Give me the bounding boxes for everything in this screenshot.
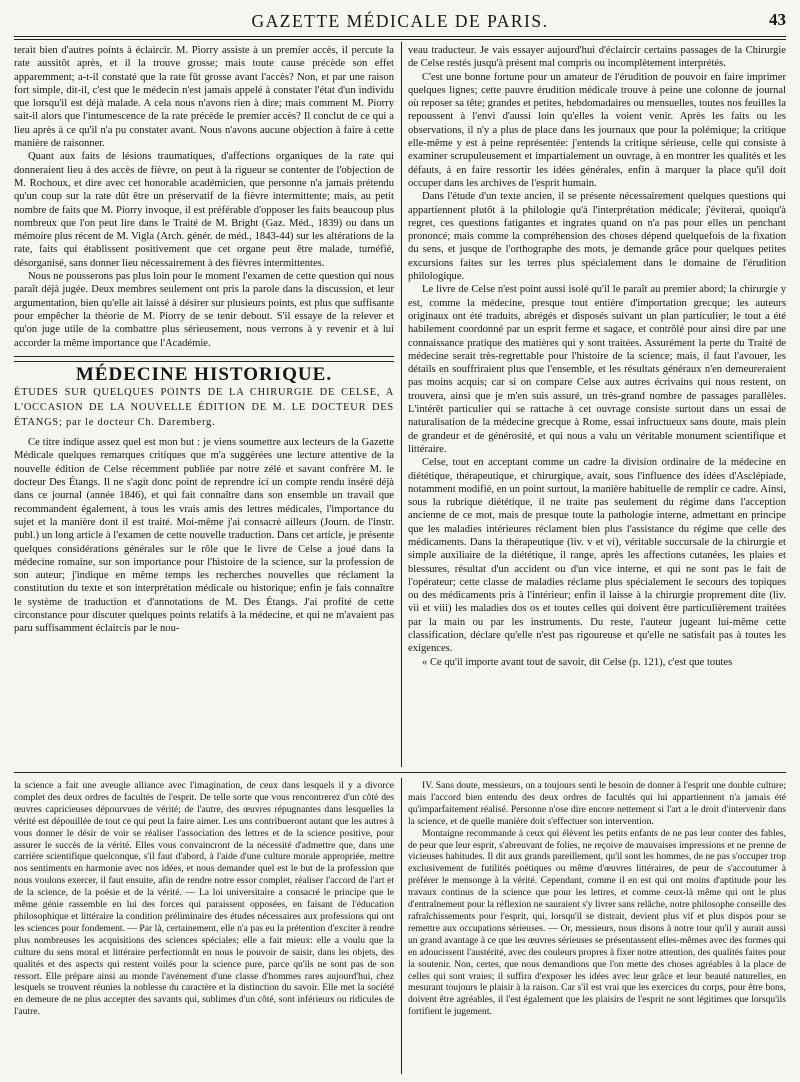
page-header [0,8,800,34]
top-left-column [14,44,394,772]
journal-title: GAZETTE MÉDICALE DE PARIS. [251,11,549,31]
paragraph: la science a fait une aveugle alliance avec l'imagination, de ceux dans lesquels il y a divorce complet des deux ordres de facultés de l'esprit. De telle sorte que vous rencontrerez d'un côté des œuvres capricieuses dépourvues de vérité; de l'autre, des œuvres répugnantes dans lesquelles la vérité est dépouillée de tout ce qui peut la faire aimer. Les uns contribueront autant que les autres à vous donner le désir de voir se réaliser l'association des lettres et de la science positive, pour assurer le succès de la vérité. Elles vous convaincront de la nécessité d'admettre que, dans une carrière scientifique quelconque, s'il faut d'abord, à l'aide d'une culture morale appropriée, mettre nos sentiments en harmonie avec nos idées, et nous demander quel est le but de la profession que nous voulons exercer, il faut ensuite, afin de rendre notre essor complet, réaliser l'accord de l'art et de la science, de la poésie et de la vérité. — La loi universitaire a consacré le principe que le même génie rassemble en lui des forces qui paraissent opposées, en faisant de l'éducation philosophique et littéraire la condition préliminaire des études nécessaires aux professions qui ont les sciences pour fondement. — Par là, certainement, elle n'a pas eu la prétention d'exciter à rendre plus nombreuses les acquisitions des sciences spéciales; elle a fait mieux: elle a voulu que la culture du sens moral et littéraire perfectionnât en nous le pouvoir de saisir, dans les objets, des qualités et des aspects qui restent voilés pour la science pure, parce qu'ils ne sont pas de son ressort. Elle prépare ainsi au monde l'avénement d'une classe d'hommes rares aujourd'hui, chez lesquels se trouvent réunies la noblesse du caractère et la distinction du savoir. Elle met la société en demeure de ne plus accepter des savants qui, sublimes d'un côté, sont inférieurs ou ridicules de l'autre. [14,780,394,1018]
page-number: 43 [769,10,786,29]
paragraph: Dans l'étude d'un texte ancien, il se présente nécessairement quelques questions qui appartiennent plutôt à la philologie qu'à l'interprétation médicale; j'éviterai, quoiqu'à regret, ces questions fatigantes et ingrates quand on n'a pas pour elles un penchant prononcé; mais comme la compréhension des choses dépend quelquefois de la fixation du sens, et jusque de l'orthographe des mots, je demande grâce pour quelques petites excursions faites sur les terres plus spécialement dans le domaine de l'érudition philologique. [408,191,786,283]
paragraph: terait bien d'autres points à éclaircir. M. Piorry assiste à un premier accès, il percute la rate aussitôt après, et il la trouve grosse; mais toute cause précède son effet apparemment; a-t-il constaté que la rate fût grosse avant l'accès? Non, et par une raison fort simple, dit-il, c'est que le médecin n'est jamais appelé à constater l'état d'un individu que lorsqu'il est déjà malade. A cela nous n'avons rien à dire; mais comment M. Piorry sait-il alors que l'intumescence de la rate précède le premier accès? Il conclut de ce qui a lieu après à ce qu'il n'a pu constater avant. Nous n'avons aucune objection à faire à cette manière de raisonner. [14,45,394,150]
paragraph: Celse, tout en acceptant comme un cadre la division ordinaire de la médecine en diététique, thérapeutique, et chirurgique, avait, sous l'influence des idées d'Asclépiade, notamment modifié, en un point surtout, la manière habituelle de remplir ce cadre. Ainsi, sous la rubrique diététique, il ne traite pas seulement du régime dans l'acception ancienne de ce mot, mais de presque toute la pathologie interne, admettant en principe que les maladies intérieures réclament bien plus l'assistance du régime que celle des médicaments. Dans la thérapeutique (liv. v et vi), véritable succursale de la chirurgie et simple auxiliaire de la diététique, il range, après les affections cutanées, les plaies et blessures, résultat d'un accident ou d'un vice interne, et qui ne sont pas le fait de l'opérateur; cette classe de maladies réclame plus spécialement le secours des topiques ou des médicaments pris à l'intérieur; enfin il laisse à la chirurgie proprement dite (liv. vii et viii) les maladies dos os et toutes celles qui doivent être particulièrement traitées par la main ou par les instruments. Du reste, l'auteur jugeant lui-même cette classification, déclare qu'elle n'est pas rigoureuse et qu'elle ne satisfait pas à toutes les exigences. [408,457,786,655]
bottom-left-column [14,780,394,1072]
paragraph: Ce titre indique assez quel est mon but : je viens soumettre aux lecteurs de la Gazette Médicale quelques remarques critiques que m'a suggérées une lecture attentive de la nouvelle édition de Celse récemment publiée par notre zélé et savant confrère M. le docteur Des Étangs. Il ne s'agit donc point de reprendre ici un compte rendu inséré déjà dans ce journal (année 1846), et qui fait connaître dans son ensemble un travail que recommandent également, à tous les vrais amis des lettres médicales, l'importance du sujet et la manière dont il est traité. Moi-même j'ai consacré ailleurs (Journ. de l'instr. publ.) un long article à l'examen de cette nouvelle traduction. Dans cet article, je présente quelques considérations générales sur le rôle que le livre de Celse a joué dans la médecine romaine, sur son importance pour l'histoire de la science, sur la profession de son auteur; j'indique en même temps les recherches nouvelles que réclament la constitution du texte et son interprétation médicale ou historique; enfin je fais connaître le système de traduction et d'annotations de M. Des Étangs. J'ai profité de cette circonstance pour discuter quelques points relatifs à la médecine, et qui ne m'avaient pas paru suffisamment éclaircis par le nou- [14,437,394,635]
paragraph: Nous ne pousserons pas plus loin pour le moment l'examen de cette question qui nous paraît déjà jugée. Deux membres seulement ont pris la parole dans la discussion, et leur argumentation, bien qu'elle ait laissé à désirer sur plusieurs points, est plus que suffisante pour empêcher la théorie de M. Piorry de se tenir debout. S'il essaye de la relever et qu'on juge utile de la combattre plus sérieusement, nous verrons à y revenir et à lui accorder la même importance que l'Académie. [14,271,394,349]
paragraph: Montaigne recommande à ceux qui élèvent les petits enfants de ne pas leur conter des fables, de peur que leur esprit, s'abreuvant de folies, ne reçoive de mauvaises impressions et ne prenne de vicieuses habitudes. Il dit aux grands pareillement, qu'il sont les hommes, de ne pas s'occuper trop exclusivement de futilités poétiques ou même d'œuvres littéraires, de peur de s'accoutumer à préférer le mensonge à la vérité. Cependant, comme il en est qui ont moins d'aptitude pour les travaux continus de la science que pour les lettres, et comme ceux-là même qui ont le plus d'entraînement pour la réflexion ne sauraient s'y livrer sans relâche, notre philosophe conseille des rafraîchissements pour l'esprit, qui, lorsqu'il se distrait, devient plus vif et plus dispos pour se remettre aux occupations sérieuses. — Or, messieurs, nous disons à notre tour qu'il y aurait aussi un grand avantage à ce que les œuvres sérieuses se présentassent elles-mêmes avec des formes qui en adoucissent l'austérité, avec des couleurs propres à fixer notre attention, des qualités faites pour la soutenir. Non, certes, que nous demandions que l'on mette des choses agréables à la place de celles qui sont vraies; il suffira d'exposer les idées avec leur grâce et leur beauté naturelles, en mesurant toujours le plaisir à la raison. Car s'il est vrai que les exercices du corps, pour être bons, doivent être agréables, il l'est également que les plaisirs de l'esprit ne sont légitimes que lorsqu'ils fortifient le jugement. [408,827,786,1018]
paragraph: « Ce qu'il importe avant tout de savoir, dit Celse (p. 121), c'est que toutes [422,656,733,668]
bottom-right-column [408,780,786,1072]
section-heading: MÉDECINE HISTORIQUE. [75,363,333,385]
section-rule [14,356,394,357]
column-divider [401,42,402,767]
header-rule [14,36,786,37]
paragraph: IV. Sans doute, messieurs, on a toujours senti le besoin de donner à l'esprit une double culture; mais l'accord bien entendu des deux ordres de facultés qui lui appartiennent n'a jamais été qu'imparfaitement réalisé. Personne n'ose dire encore nettement si l'art a le droit d'intervenir dans la science, et de quelle manière doit s'effectuer son intervention. [408,780,786,827]
paragraph: Quant aux faits de lésions traumatiques, d'affections organiques de la rate qui donneraient lieu à des accès de fièvre, on peut à la rigueur se contenter de l'objection de M. Rochoux, et dire avec cet honorable académicien, que personne n'a jamais prétendu qu'un coup sur la rate dût être un préservatif de la fièvre intermittente; mais, au petit nombre de faits que M. Piorry invoque, il est préférable d'opposer les faits beaucoup plus nombreux que l'on peut lire dans le Traité de M. Bright (Gaz. Méd., 1839) ou dans un mémoire plus récent de M. Vigla (Arch. génér. de méd., 1843-44) sur les altérations de la rate, faits qui établissent positivement que cet organe peut être malade, tuméfié, désorganisé, sans donner lieu nécessairement à des fièvres intermittentes. [14,151,394,269]
article-subheading: ÉTUDES SUR QUELQUES POINTS DE LA CHIRURGIE DE CELSE, A L'OCCASION DE LA NOUVELLE ÉDITION DE M. LE DOCTEUR DES ÉTANGS; par le docteur Ch. Daremberg. [14,387,394,429]
column-divider-bottom [401,778,402,1074]
header-rule-thin [14,39,786,40]
paragraph: veau traducteur. Je vais essayer aujourd'hui d'éclaircir certains passages de la Chirurgie de Celse restés jusqu'à présent mal compris ou incomplètement interprétés. [408,45,786,70]
section-rule-thin [14,361,394,362]
feuilleton-rule [14,772,786,773]
paragraph: C'est une bonne fortune pour un amateur de l'érudition de pouvoir en faire imprimer quelques lignes; cette pauvre érudition médicale trouve à peine une colonne de journal où reposer sa tête; grandes et petites, hebdomadaires ou mensuelles, toutes nos feuilles la repoussent à l'envi d'aussi loin qu'elles la voient venir. Après les faits ou les observations, il n'y a plus de place dans les journaux que pour la polémique; la critique elle-même y est à peine représentée: j'entends la critique sérieuse, celle qui consiste à examiner scrupuleusement et impartialement un ouvrage, à en montrer les qualités et les défauts, à en faire ressortir les idées générales, enfin à marquer la place qu'il doit occuper dans les archives de l'esprit humain. [408,71,786,189]
paragraph: Le livre de Celse n'est point aussi isolé qu'il le paraît au premier abord; la chirurgie y est, comme la médecine, presque tout entière d'importation grecque; les auteurs originaux ont été traduits, abrégés et disposés suivant un plan particulier; le tout a été habilement coordonné par un esprit ferme et sagace, et contrôlé pour ainsi dire par une connaissance pratique des matières qui y sont traitées. Assurément la perte du Traité de médecine serait très-regrettable pour l'histoire de la science; mais, il faut l'avouer, les détails en souffriraient plus que l'ensemble, et les résultats généraux n'en demeureraient pas moins acquis; car si on compare Celse aux autres écrivains qui nous restent, on trouvera, ainsi que je m'en suis assuré, un très-grand nombre de passages parallèles. L'intérêt particulier qui se rattache à cet ouvrage consiste surtout dans un essai de naturalisation de la médecine grecque à Rome, essai infructueux sans doute, mais plein de grandeur et de générosité, et qui nous a valu un véritable monument scientifique et littéraire. [408,284,786,455]
top-right-column [408,44,786,766]
